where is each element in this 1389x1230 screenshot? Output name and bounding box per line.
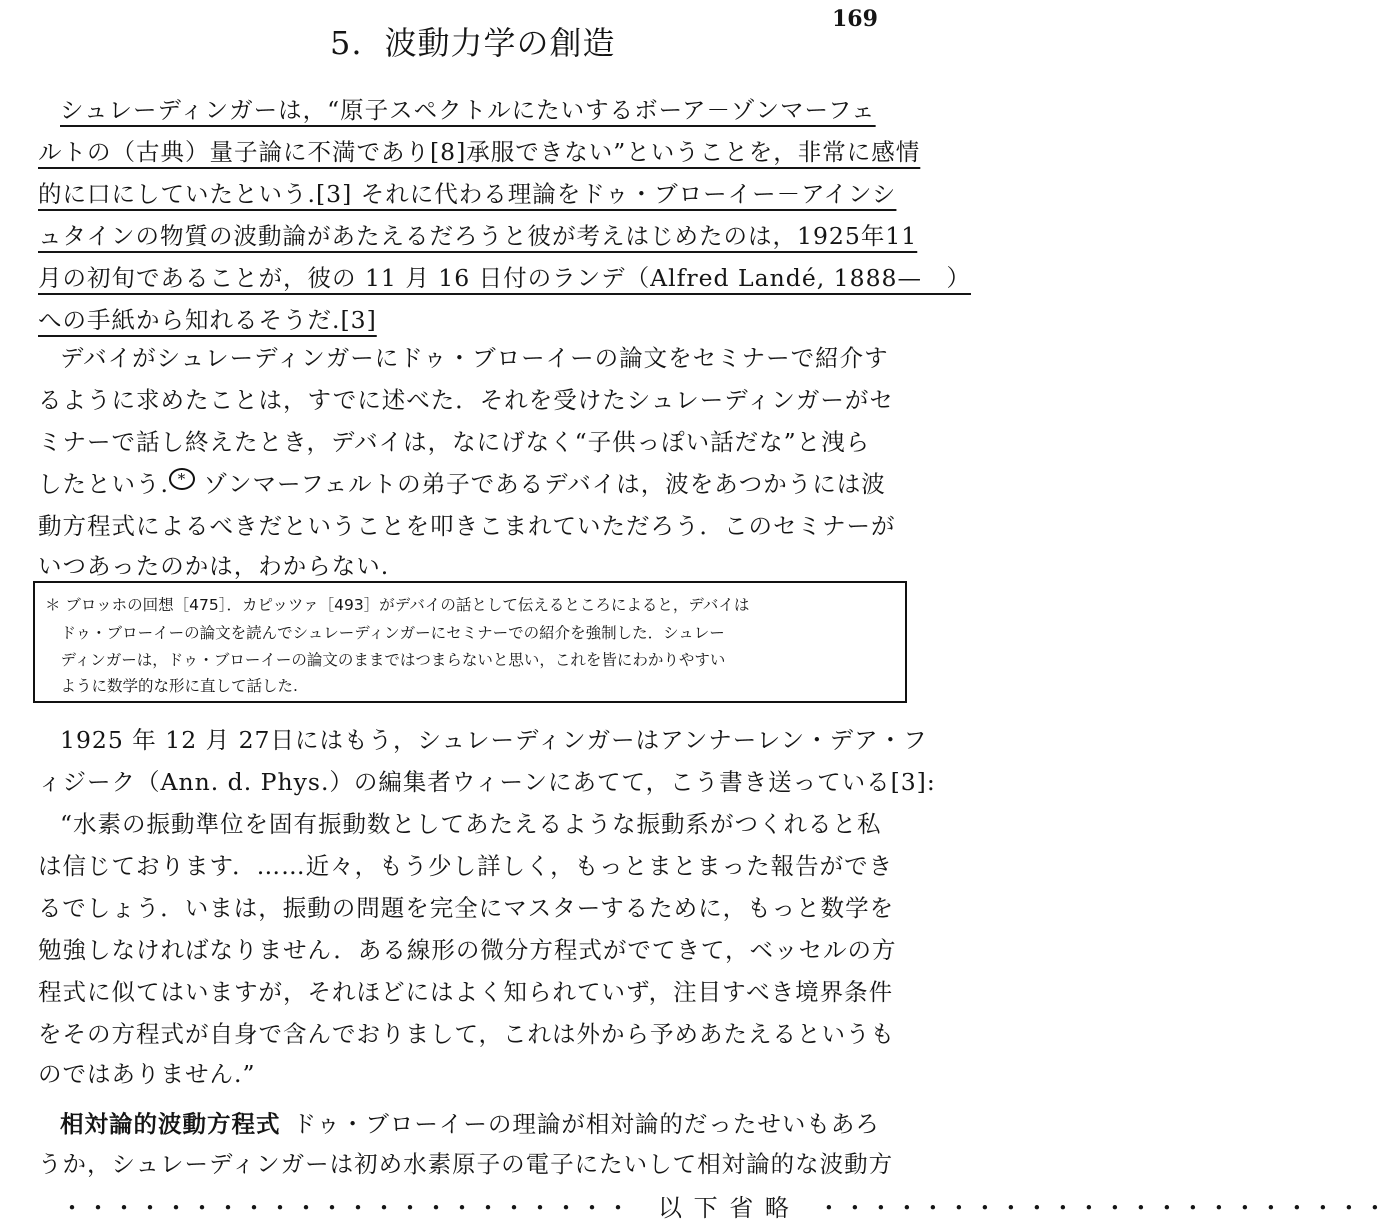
footnote-line: ディンガーは，ドゥ・ブローイーの論文のままではつまらないと思い，これを皆にわかりやすい xyxy=(45,651,726,669)
paragraph-3-line: をその方程式が自身で含んでおりまして，これは外から予めあたえるというも xyxy=(38,1020,896,1048)
paragraph-1-line: シュレーディンガーは，“原子スペクトルにたいするボーア－ゾンマーフェ xyxy=(60,96,876,124)
section-heading xyxy=(330,18,616,64)
paragraph-1-line: への手紙から知れるそうだ.[3] xyxy=(38,306,377,334)
paragraph-2-line: ミナーで話し終えたとき，デバイは，なにげなく“子供っぽい話だな”と洩ら xyxy=(38,428,871,456)
paragraph-2-text: したという. xyxy=(38,470,169,498)
paragraph-3-line: 程式に似てはいますが，それほどにはよく知られていず，注目すべき境界条件 xyxy=(38,978,894,1006)
paragraph-3-line: るでしょう．いまは，振動の問題を完全にマスターするために，もっと数学を xyxy=(38,894,895,922)
paragraph-3-line: “水素の振動準位を固有振動数としてあたえるような振動系がつくれると私 xyxy=(60,810,882,838)
paragraph-3-line: 1925 年 12 月 27日にはもう，シュレーディンガーはアンナーレン・デア・フ xyxy=(60,726,928,754)
paragraph-1-line: 的に口にしていたという.[3] それに代わる理論をドゥ・ブローイー－アインシ xyxy=(38,180,897,208)
omitted-marker: ・・・・・・・・・・・・・・・・・・・・・・ 以 下 省 略 ・・・・・・・・・・・・・・・・・・・・・・ xyxy=(60,1194,1389,1222)
footnote-line: ＊ ブロッホの回想［475］．カピッツァ［493］がデバイの話として伝えるところによると，デバイは xyxy=(45,596,750,614)
section-2-line: うか，シュレーディンガーは初め水素原子の電子にたいして相対論的な波動方 xyxy=(38,1150,894,1178)
footnote-box xyxy=(33,581,907,703)
paragraph-2-line: デバイがシュレーディンガーにドゥ・ブローイーの論文をセミナーで紹介す xyxy=(60,344,889,372)
paragraph-2-line: いつあったのかは，わからない. xyxy=(38,552,390,580)
footnote-line: ドゥ・ブローイーの論文を読んでシュレーディンガーにセミナーでの紹介を強制した．シュレー xyxy=(45,624,725,642)
section-2-title: 相対論的波動方程式 xyxy=(60,1110,281,1138)
paragraph-3-line: は信じております．……近々，もう少し詳しく，もっとまとまった報告ができ xyxy=(38,852,894,880)
paragraph-1-line: 月の初旬であることが，彼の 11 月 16 日付のランデ（Alfred Landé, 1888— ） xyxy=(38,264,971,292)
section-2-text: ドゥ・ブローイーの理論が相対論的だったせいもあろ xyxy=(292,1110,880,1138)
footnote-marker: * xyxy=(169,468,195,490)
section-2-line xyxy=(60,1102,910,1146)
paragraph-1-line: ルトの（古典）量子論に不満であり[8]承服できない”ということを，非常に感情 xyxy=(38,138,921,166)
section-title: 波動力学の創造 xyxy=(384,24,616,62)
paragraph-3-line: のではありません.” xyxy=(38,1060,256,1088)
paragraph-2-line: 動方程式によるべきだということを叩きこまれていただろう．このセミナーが xyxy=(38,512,896,540)
paragraph-3-line: ィジーク（Ann. d. Phys.）の編集者ウィーンにあてて，こう書き送っている[3]: xyxy=(38,768,936,796)
paragraph-3-line: 勉強しなければなりません．ある線形の微分方程式がでてきて，ベッセルの方 xyxy=(38,936,897,964)
paragraph-2-text: ゾンマーフェルトの弟子であるデバイは，波をあつかうには波 xyxy=(194,470,886,498)
section-number: 5. xyxy=(330,24,363,62)
footnote-line: ように数学的な形に直して話した. xyxy=(45,677,298,695)
paragraph-2-line: るように求めたことは，すでに述べた．それを受けたシュレーディンガーがセ xyxy=(38,386,894,414)
paragraph-2-line xyxy=(38,462,910,506)
paragraph-1-line: ュタインの物質の波動論があたえるだろうと彼が考えはじめたのは，1925年11 xyxy=(38,222,918,250)
page-number: 169 xyxy=(832,6,878,32)
